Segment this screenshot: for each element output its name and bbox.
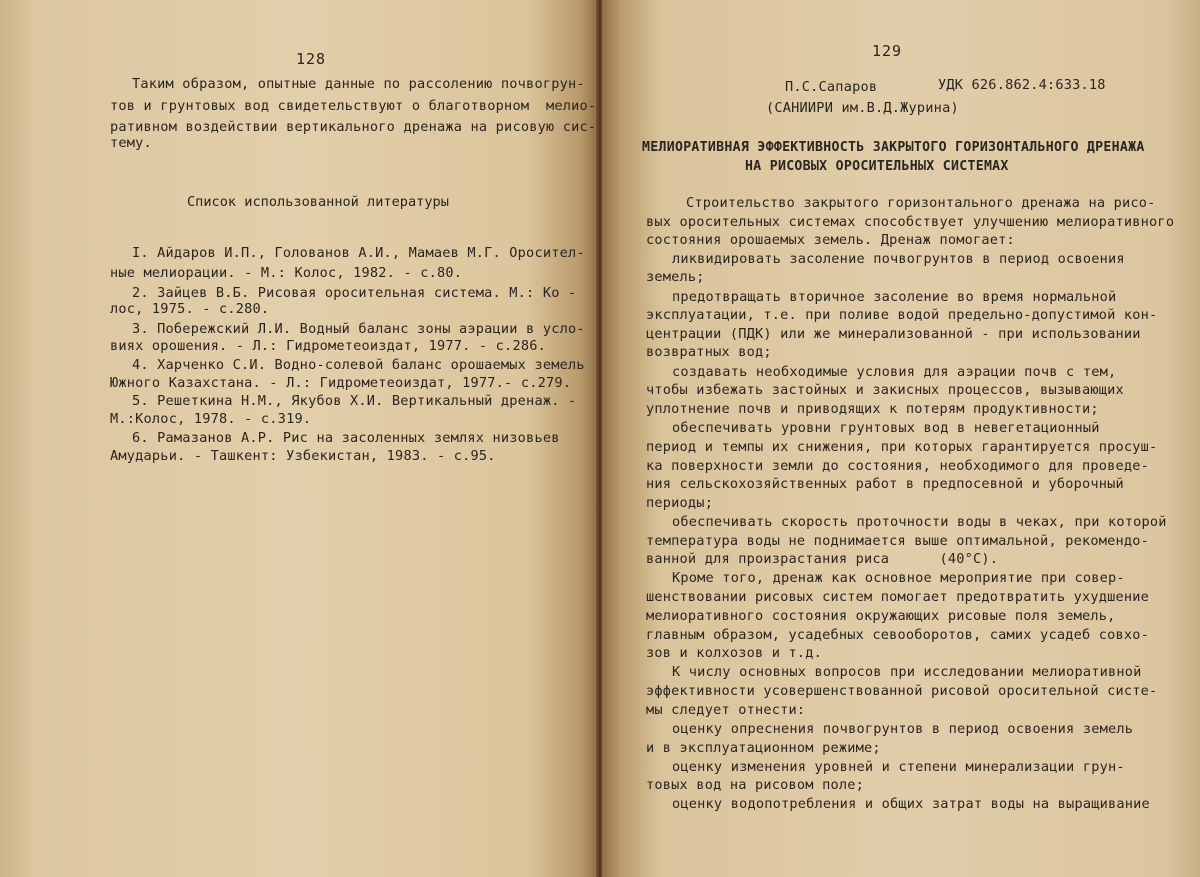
- body-line: товых вод на рисовом поле;: [646, 777, 864, 793]
- left-page: [0, 0, 598, 877]
- text-line: тему.: [110, 135, 152, 151]
- body-line: оценку опреснения почвогрунтов в период освоения земель: [672, 721, 1134, 737]
- text-line: Таким образом, опытные данные по рассолению почвогрун-: [132, 76, 585, 92]
- body-line: шенствовании рисовых систем помогает предотвратить ухудшение: [646, 589, 1150, 605]
- body-line: состояния орошаемых земель. Дренаж помогает:: [646, 232, 1015, 248]
- body-line: К числу основных вопросов при исследовании мелиоративной: [672, 664, 1142, 680]
- body-line: ния сельскохозяйственных работ в предпосевной и уборочный: [646, 476, 1124, 492]
- reference-line: 4. Харченко С.И. Водно-солевой баланс орошаемых земель: [132, 357, 585, 373]
- body-line: вых оросительных системах способствует улучшению мелиоративного: [646, 214, 1175, 230]
- udc-code: УДК 626.862.4:633.18: [938, 77, 1106, 93]
- title-line: НА РИСОВЫХ ОРОСИТЕЛЬНЫХ СИСТЕМАХ: [745, 159, 1009, 174]
- reference-line: Южного Казахстана. - Л.: Гидрометеоиздат, 1977.- с.279.: [110, 375, 572, 391]
- reference-line: 5. Решеткина Н.М., Якубов Х.И. Вертикальный дренаж. -: [132, 393, 577, 409]
- reference-line: I. Айдаров И.П., Голованов А.И., Мамаев М.Г. Оросител-: [132, 245, 585, 261]
- body-line: оценку изменения уровней и степени минерализации грун-: [672, 759, 1125, 775]
- author-name: П.С.Сапаров: [785, 79, 878, 95]
- reference-line: виях орошения. - Л.: Гидрометеоиздат, 1977. - с.286.: [110, 338, 546, 354]
- reference-line: 3. Побережский Л.И. Водный баланс зоны аэрации в усло-: [132, 321, 585, 337]
- body-line: Строительство закрытого горизонтального дренажа на рисо-: [686, 195, 1156, 211]
- reference-line: М.:Колос, 1978. - с.319.: [110, 411, 312, 427]
- body-line: мы следует отнести:: [646, 702, 806, 718]
- reference-line: лос, 1975. - с.280.: [110, 301, 270, 317]
- reference-line: ные мелиорации. - М.: Колос, 1982. - с.80.: [110, 265, 463, 281]
- body-line: возвратных вод;: [646, 344, 772, 360]
- body-line: уплотнение почв и приводящих к потерям продуктивности;: [646, 401, 1099, 417]
- body-line: эффективности усовершенствованной рисовой оросительной систе-: [646, 683, 1158, 699]
- body-line: центрации (ПДК) или же минерализованной - при использовании: [646, 326, 1141, 342]
- body-line: обеспечивать уровни грунтовых вод в невегетационный: [672, 420, 1100, 436]
- body-line: земель;: [646, 269, 705, 285]
- body-line: мелиоративного состояния окружающих рисовые поля земель,: [646, 608, 1116, 624]
- body-line: периоды;: [646, 495, 714, 511]
- right-page: [602, 0, 1200, 877]
- body-line: создавать необходимые условия для аэрации почв с тем,: [672, 364, 1117, 380]
- author-affiliation: (САНИИРИ им.В.Д.Журина): [766, 100, 959, 116]
- body-line: эксплуатации, т.е. при поливе водой предельно-допустимой кон-: [646, 307, 1158, 323]
- body-line: зов и колхозов и т.д.: [646, 645, 823, 661]
- body-line: предотвращать вторичное засоление во время нормальной: [672, 289, 1117, 305]
- text-line: тов и грунтовых вод свидетельствуют о благотворном мелио-: [110, 98, 597, 114]
- reference-line: 6. Рамазанов А.Р. Рис на засоленных землях низовьев: [132, 430, 560, 446]
- body-line: и в эксплуатационном режиме;: [646, 740, 881, 756]
- references-heading: Список использованной литературы: [187, 194, 449, 210]
- reference-line: 2. Зайцев В.Б. Рисовая оросительная система. М.: Ко -: [132, 285, 577, 301]
- body-line: главным образом, усадебных севооборотов, самих усадеб совхо-: [646, 627, 1150, 643]
- body-line: ка поверхности земли до состояния, необходимого для проведе-: [646, 458, 1150, 474]
- body-line: Кроме того, дренаж как основное мероприятие при совер-: [672, 570, 1125, 586]
- title-line: МЕЛИОРАТИВНАЯ ЭФФЕКТИВНОСТЬ ЗАКРЫТОГО ГОРИЗОНТАЛЬНОГО ДРЕНАЖА: [642, 140, 1145, 155]
- page-number-left: 128: [296, 50, 327, 68]
- body-line: оценку водопотребления и общих затрат воды на выращивание: [672, 796, 1150, 812]
- body-line: температура воды не поднимается выше оптимальной, рекомендо-: [646, 533, 1150, 549]
- reference-line: Амударьи. - Ташкент: Узбекистан, 1983. - с.95.: [110, 448, 496, 464]
- body-line: ванной для произрастания риса (40°С).: [646, 551, 999, 567]
- body-line: период и темпы их снижения, при которых гарантируется просуш-: [646, 439, 1158, 455]
- page-number-right: 129: [872, 42, 903, 60]
- body-line: обеспечивать скорость проточности воды в чеках, при которой: [672, 514, 1167, 530]
- body-line: чтобы избежать застойных и закисных процессов, вызывающих: [646, 382, 1124, 398]
- text-line: ративном воздействии вертикального дренажа на рисовую сис-: [110, 119, 597, 135]
- body-line: ликвидировать засоление почвогрунтов в период освоения: [672, 251, 1125, 267]
